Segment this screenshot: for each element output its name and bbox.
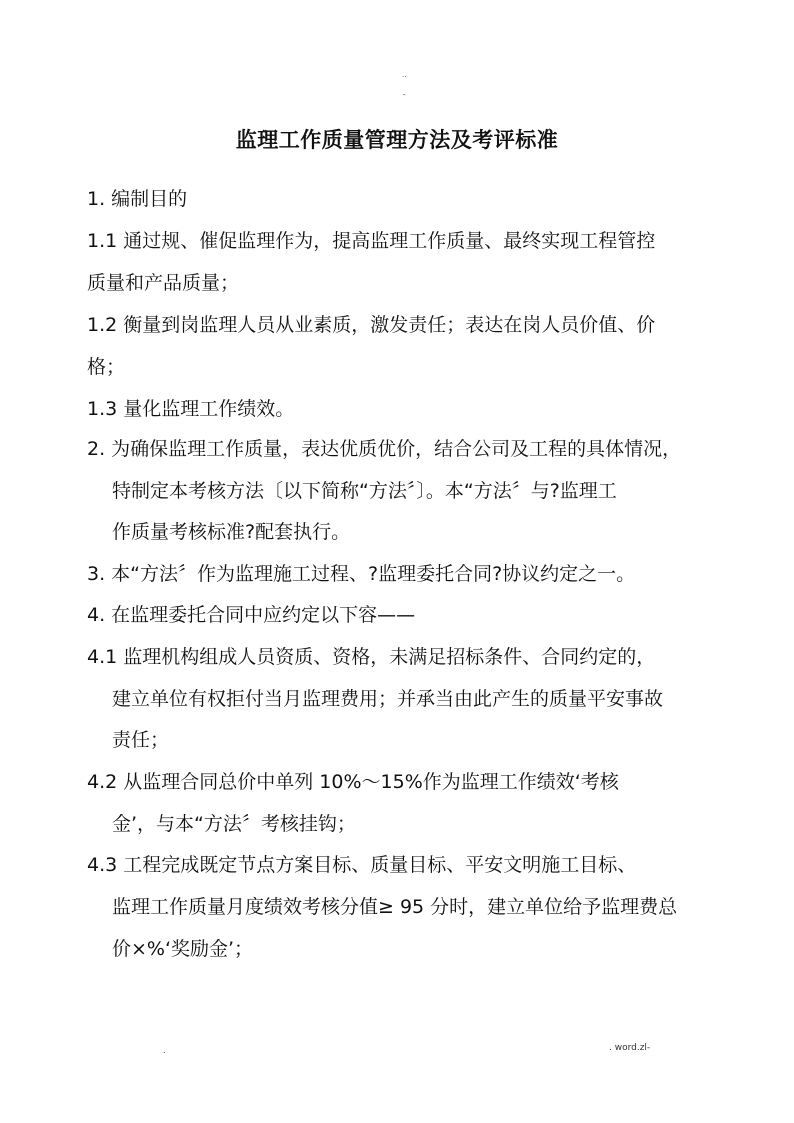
header-mark-dash: -	[403, 91, 406, 99]
paragraph-line: 建立单位有权拒付当月监理费用；并承当由此产生的质量平安事故	[112, 688, 664, 710]
paragraph-line: 4.1 监理机构组成人员资质、资格，未满足招标条件、合同约定的，	[87, 646, 656, 668]
paragraph-line: 监理工作质量月度绩效考核分值≥ 95 分时，建立单位给予监理费总	[112, 896, 678, 918]
footer-left-mark: .	[163, 1046, 166, 1055]
paragraph-line: 4.2 从监理合同总价中单列 10%～15%作为监理工作绩效‘考核	[87, 771, 619, 793]
paragraph-line: 质量和产品质量；	[87, 272, 240, 294]
paragraph-line: 1.2 衡量到岗监理人员从业素质，激发责任；表达在岗人员价值、价	[87, 314, 656, 336]
paragraph-line: 4. 在监理委托合同中应约定以下容——	[87, 604, 416, 626]
header-mark: ..	[402, 71, 407, 79]
paragraph-line: 1.3 量化监理工作绩效。	[87, 398, 295, 420]
paragraph-line: 特制定本考核方法〔以下简称“方法〞〕。本“方法〞与?监理工	[112, 480, 617, 502]
footer-watermark: . word.zl-	[609, 1043, 651, 1053]
document-title: 监理工作质量管理方法及考评标准	[235, 128, 559, 152]
paragraph-line: 4.3 工程完成既定节点方案目标、质量目标、平安文明施工目标、	[87, 854, 637, 876]
paragraph-line: 2. 为确保监理工作质量，表达优质优价，结合公司及工程的具体情况，	[87, 438, 682, 460]
paragraph-line: 作质量考核标准?配套执行。	[112, 521, 351, 543]
paragraph-line: 格；	[87, 356, 126, 378]
paragraph-line: 3. 本“方法〞作为监理施工过程、?监理委托合同?协议约定之一。	[87, 563, 636, 585]
section-heading: 1. 编制目的	[87, 188, 188, 210]
paragraph-line: 1.1 通过规、催促监理作为，提高监理工作质量、最终实现工程管控	[87, 230, 656, 252]
paragraph-line: 价×%‘奖励金’；	[112, 938, 254, 960]
paragraph-line: 责任；	[112, 729, 170, 751]
paragraph-line: 金’，与本“方法〞考核挂钩；	[112, 813, 356, 835]
